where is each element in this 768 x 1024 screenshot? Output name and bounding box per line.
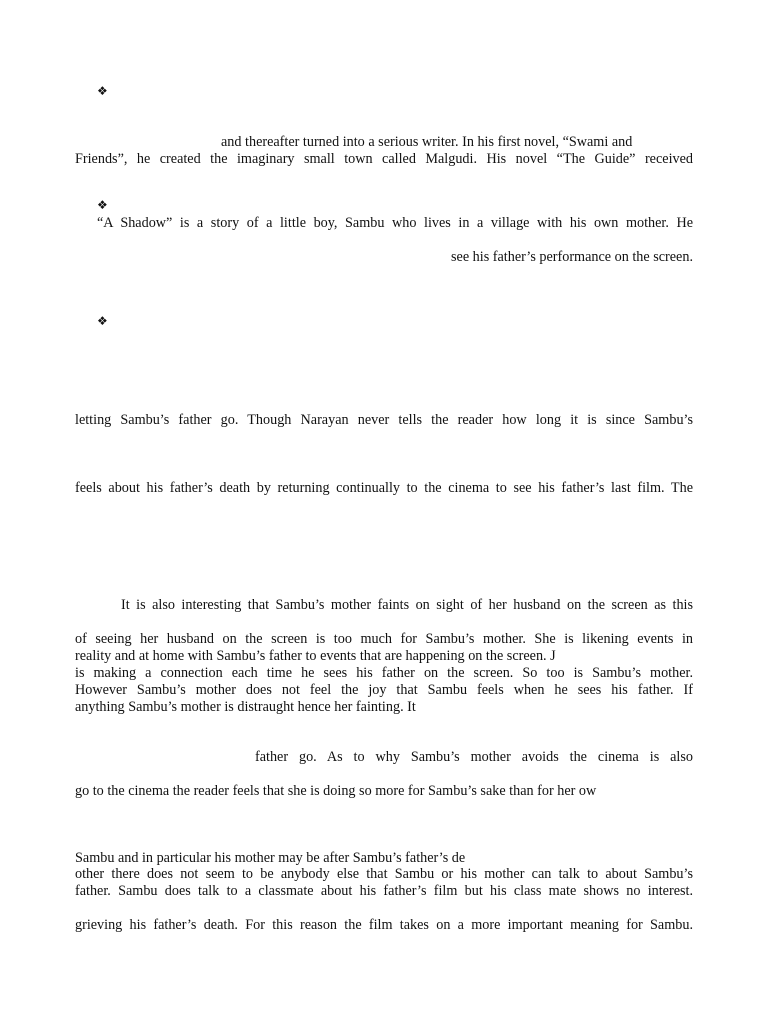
text-line: father. Sambu does talk to a classmate about his father’s film but his class mate shows no interest. <box>75 883 693 899</box>
text-line: go to the cinema the reader feels that she is doing so more for Sambu’s sake than for her ow <box>75 783 597 799</box>
text-line: Friends”, he created the imaginary small town called Malgudi. His novel “The Guide” received <box>75 151 693 167</box>
text-line: other there does not seem to be anybody else that Sambu or his mother can talk to about Sambu’s <box>75 866 693 882</box>
text-line: feels about his father’s death by returning continually to the cinema to see his father’s last film. The <box>75 480 693 496</box>
text-line: of seeing her husband on the screen is too much for Sambu’s mother. She is likening events in <box>75 631 693 647</box>
text-line: It is also interesting that Sambu’s mother faints on sight of her husband on the screen as this <box>121 597 693 613</box>
text-line: is making a connection each time he sees his father on the screen. So too is Sambu’s mother. <box>75 665 693 681</box>
text-line: see his father’s performance on the screen. <box>451 249 693 265</box>
text-line: “A Shadow” is a story of a little boy, Sambu who lives in a village with his own mother. He <box>97 215 693 231</box>
bullet-diamond-icon: ❖ <box>97 314 108 328</box>
bullet-diamond-icon: ❖ <box>97 198 108 212</box>
text-line: reality and at home with Sambu’s father to events that are happening on the screen. J <box>75 648 556 664</box>
text-line: and thereafter turned into a serious writer. In his first novel, “Swami and <box>221 134 633 150</box>
text-line: anything Sambu’s mother is distraught hence her fainting. It <box>75 699 416 715</box>
text-line: father go. As to why Sambu’s mother avoids the cinema is also <box>255 749 693 765</box>
text-line: Sambu and in particular his mother may be after Sambu’s father’s de <box>75 850 466 866</box>
text-line: grieving his father’s death. For this reason the film takes on a more important meaning for Sambu. <box>75 917 693 933</box>
text-line: letting Sambu’s father go. Though Narayan never tells the reader how long it is since Sambu’s <box>75 412 693 428</box>
bullet-diamond-icon: ❖ <box>97 84 108 98</box>
text-line: However Sambu’s mother does not feel the joy that Sambu feels when he sees his father. If <box>75 682 693 698</box>
